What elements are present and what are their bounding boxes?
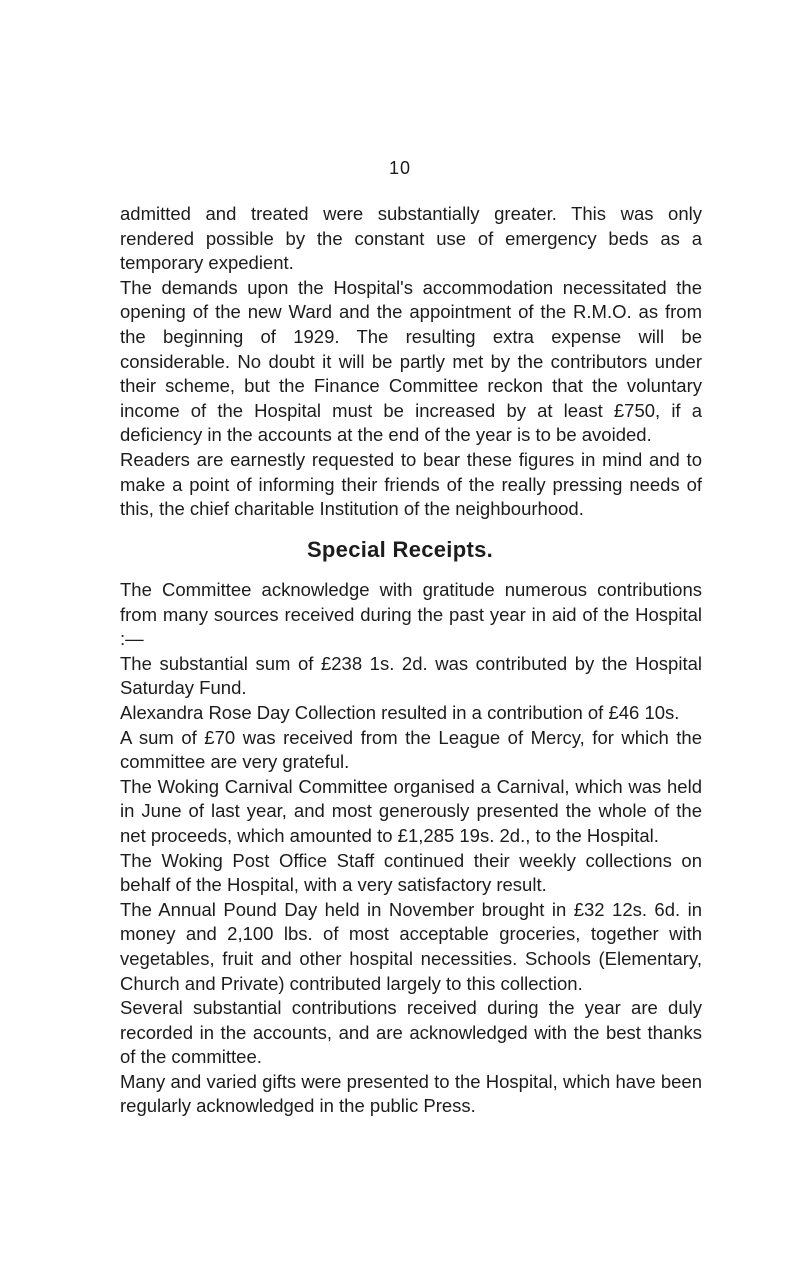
section-heading: Special Receipts. [306,537,494,562]
page-number: 10 [388,158,412,178]
receipts-paragraph: The Committee acknowledge with gratitude numerous contributions from many sources received during the past year in aid of the Hospital :— [120,579,702,650]
receipts-paragraph: The substantial sum of £238 1s. 2d. was contributed by the Hospital Saturday Fund. [120,652,702,699]
receipts-paragraph: The Annual Pound Day held in November brought in £32 12s. 6d. in money and 2,100 lbs. of most acceptable groceries, together with vegetables, fruit and other hospital necessities. Schools (Elementary, Church and Private) contributed largely to this collection. [120,898,702,994]
receipts-paragraph: A sum of £70 was received from the League of Mercy, for which the committee are very grateful. [120,726,702,773]
receipts-paragraph: The Woking Post Office Staff continued their weekly collections on behalf of the Hospital, with a very satisfactory result. [120,849,702,896]
intro-paragraph: Readers are earnestly requested to bear these figures in mind and to make a point of informing their friends of the really pressing needs of this, the chief charitable Institution of the neighbourhood. [120,448,702,520]
intro-section [120,202,702,522]
special-receipts-section [120,578,702,1119]
receipts-paragraph: Several substantial contributions received during the year are duly recorded in the accounts, and are acknowledged with the best thanks of the committee. [120,997,702,1068]
receipts-paragraph: Alexandra Rose Day Collection resulted in a contribution of £46 10s. [120,701,680,723]
intro-paragraph: admitted and treated were substantially greater. This was only rendered possible by the constant use of emergency beds as a temporary expedient. [120,203,702,274]
receipts-paragraph: The Woking Carnival Committee organised a Carnival, which was held in June of last year, and most generously presented the whole of the net proceeds, which amounted to £1,285 19s. 2d., to the Hospital. [120,775,702,846]
receipts-paragraph: Many and varied gifts were presented to the Hospital, which have been regularly acknowledged in the public Press. [120,1070,702,1117]
intro-paragraph: The demands upon the Hospital's accommodation necessitated the opening of the new Ward and the appointment of the R.M.O. as from the beginning of 1929. The resulting extra expense will be considerable. No doubt it will be partly met by the contributors under their scheme, but the Finance Committee reckon that the voluntary income of the Hospital must be increased by at least £750, if a deficiency in the accounts at the end of the year is to be avoided. [120,276,702,446]
